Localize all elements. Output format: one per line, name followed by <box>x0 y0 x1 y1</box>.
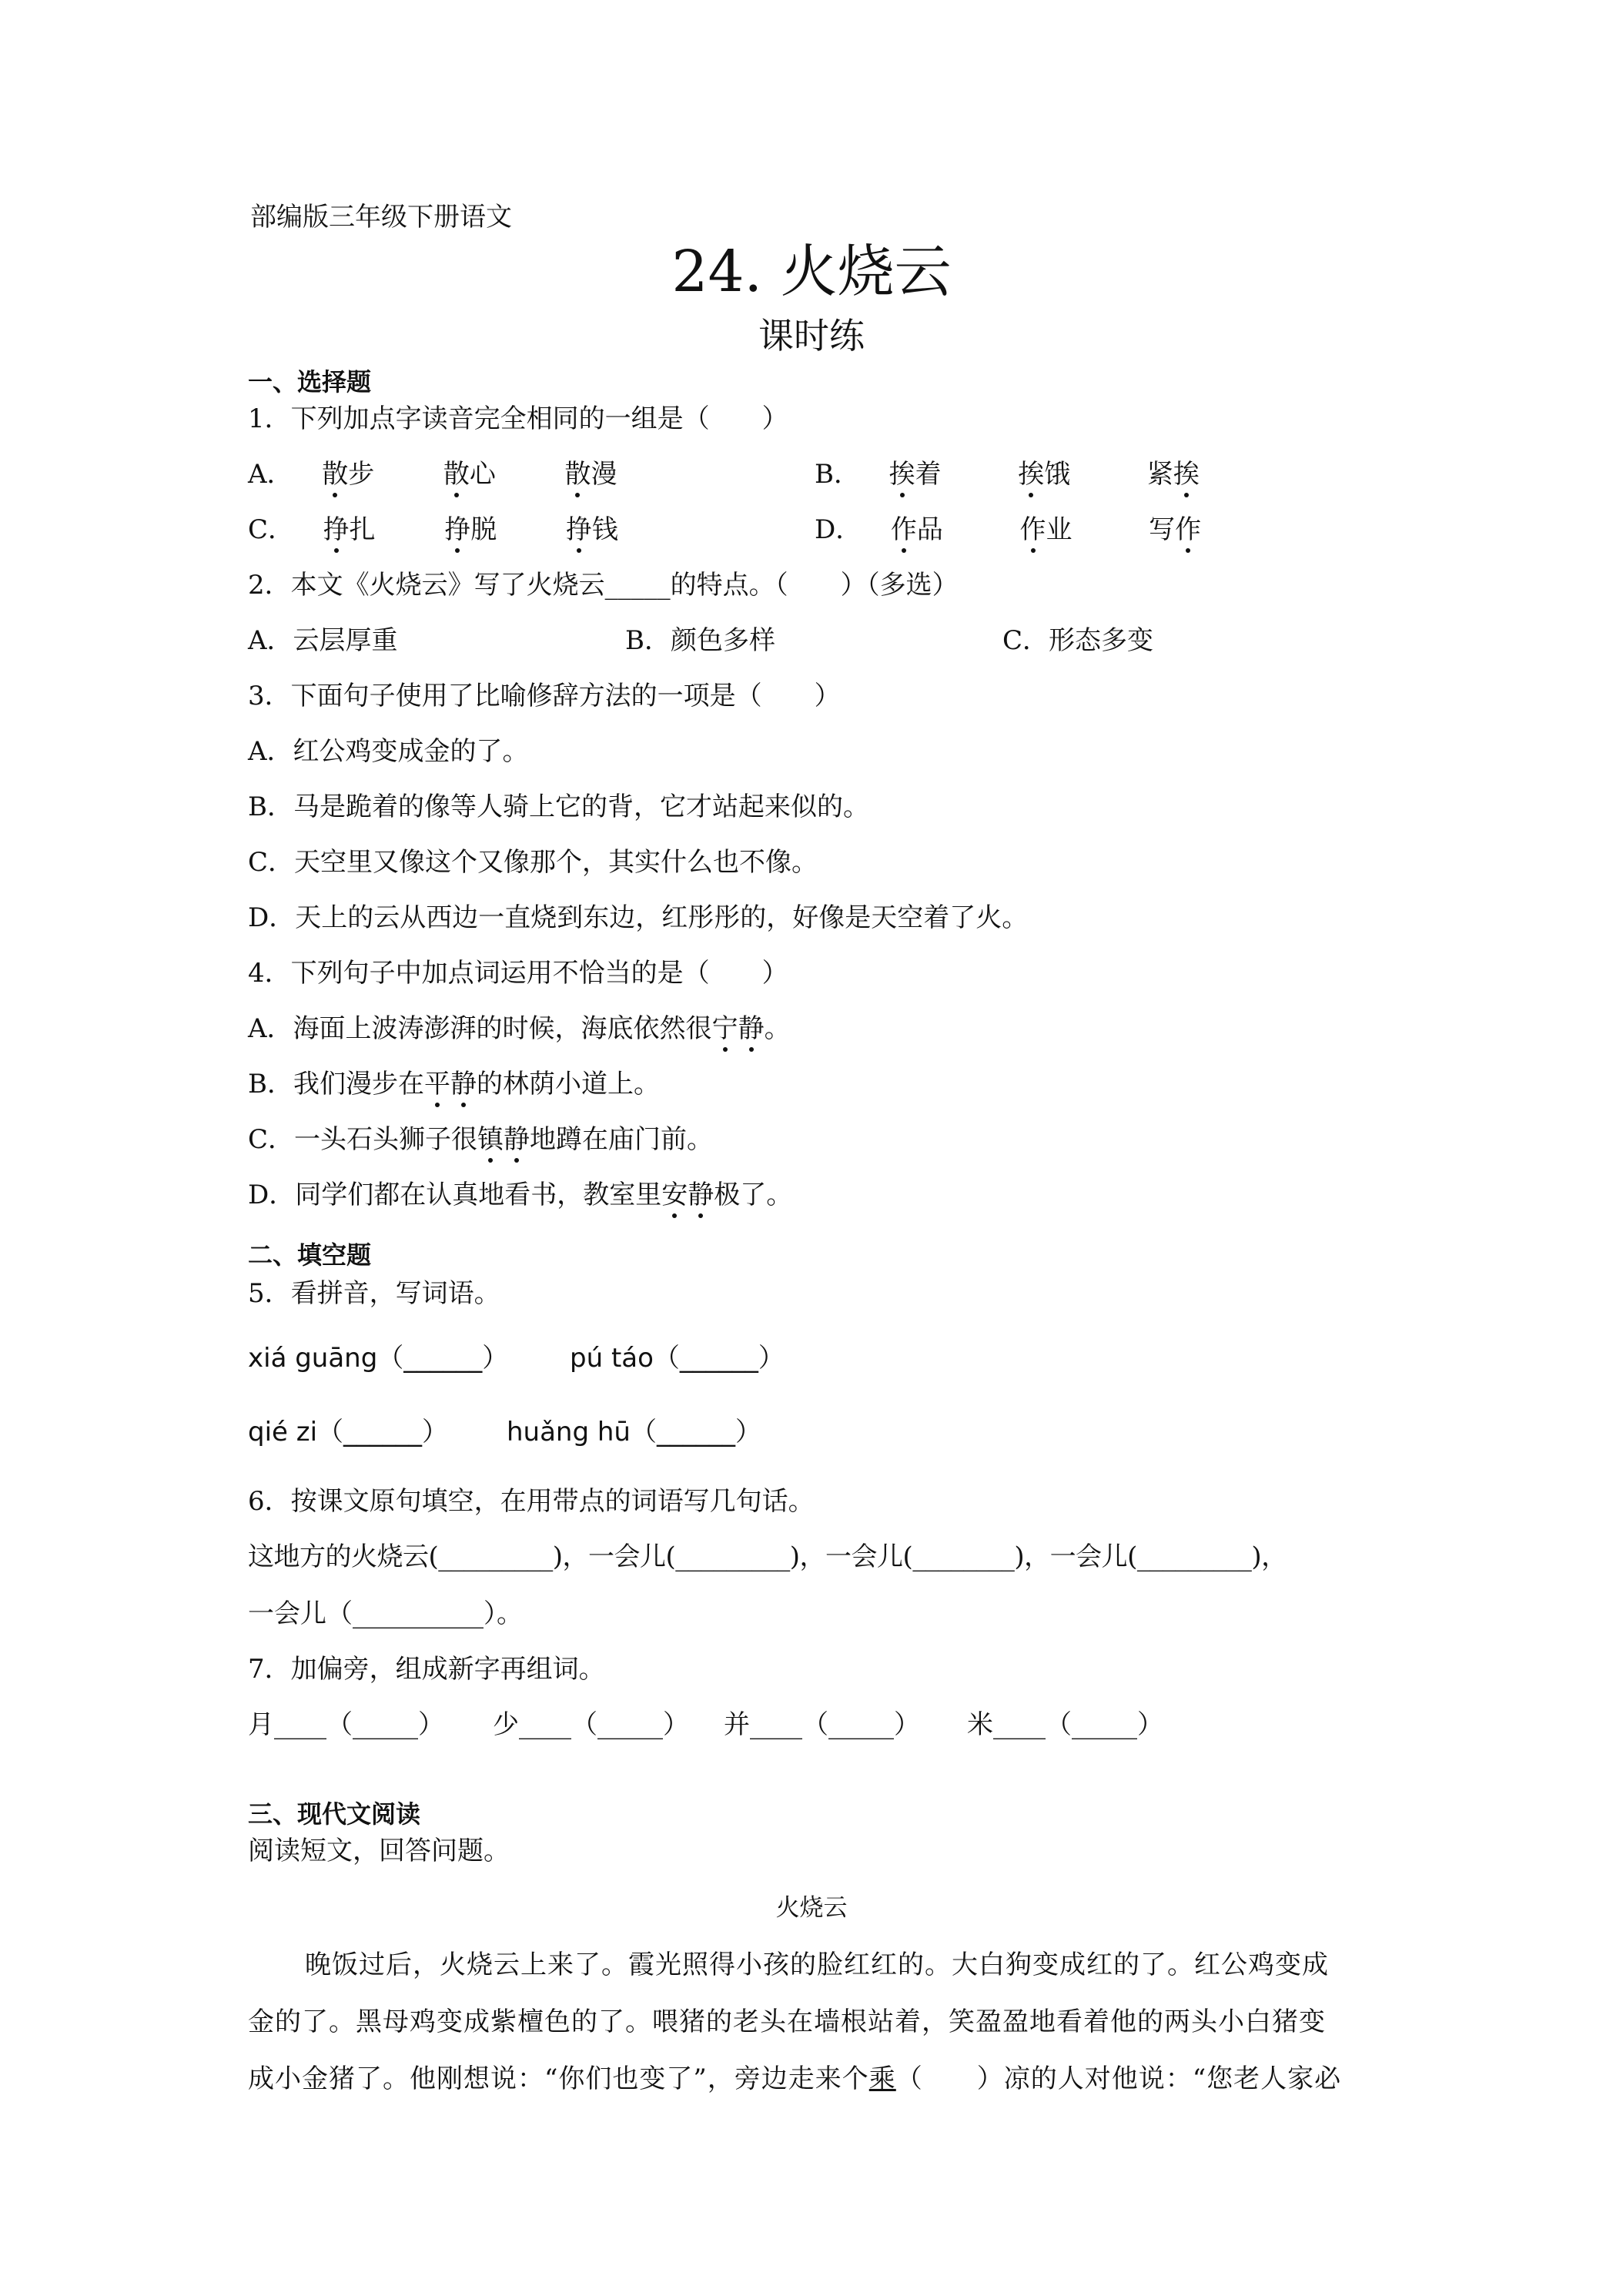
q1-d-word1-char1: 作 <box>890 514 917 545</box>
series-label: 部编版三年级下册语文 <box>250 202 512 233</box>
q4-c-text: C．一头石头狮子很 <box>248 1124 478 1155</box>
passage-line-3-start: 成小金猪了。他刚想说：“你们也变了”，旁边走来个 <box>248 2063 869 2094</box>
section-heading-reading: 三、现代文阅读 <box>248 1799 421 1829</box>
q5-item-1[interactable]: xiá guāng（______） <box>248 1343 509 1374</box>
q4-d-text: D．同学们都在认真地看书，教室里 <box>248 1180 662 1210</box>
question-4-stem: 4．下列句子中加点词运用不恰当的是（ ） <box>248 958 788 989</box>
q7-item-3[interactable]: 并____（_____） <box>724 1709 920 1740</box>
q2-option-b[interactable]: B．颜色多样 <box>625 625 775 656</box>
q2-option-a[interactable]: A．云层厚重 <box>248 625 398 656</box>
q1-a-word3-char1: 散 <box>564 459 591 490</box>
q1-c-word2-char2: 脱 <box>470 514 497 545</box>
q1-c-word3-char2: 钱 <box>591 514 618 545</box>
q1-option-c[interactable] <box>248 514 618 545</box>
section-heading-fill: 二、填空题 <box>248 1240 372 1270</box>
q1-b-word3-char2: 挨 <box>1173 459 1200 490</box>
q1-a-word1-char1: 散 <box>322 459 349 490</box>
q3-option-a[interactable]: A．红公鸡变成金的了。 <box>248 736 529 767</box>
q1-b-label: B． <box>815 459 860 490</box>
q3-option-c[interactable]: C．天空里又像这个又像那个，其实什么也不像。 <box>248 847 818 878</box>
section-heading-choice: 一、选择题 <box>248 367 372 397</box>
q4-b-text: B．我们漫步在 <box>248 1069 424 1099</box>
q1-b-word2-char2: 饿 <box>1044 459 1071 490</box>
passage-line-3 <box>248 2063 1341 2094</box>
q1-b-word1-char2: 着 <box>915 459 942 490</box>
q1-d-word3-char1: 写 <box>1149 514 1176 545</box>
q3-option-d[interactable]: D．天上的云从西边一直烧到东边，红彤彤的，好像是天空着了火。 <box>248 902 1029 933</box>
question-6-stem: 6．按课文原句填空，在用带点的词语写几句话。 <box>248 1486 815 1517</box>
q7-item-1[interactable]: 月____（_____） <box>248 1709 444 1740</box>
q4-c-end: 地蹲在庙门前。 <box>530 1124 714 1155</box>
passage-line-2: 金的了。黑母鸡变成紫檀色的了。喂猪的老头在墙根站着，笑盈盈地看着他的两头小白猪变 <box>248 2006 1326 2037</box>
q1-c-word3-char1: 挣 <box>565 514 592 545</box>
q1-option-d[interactable] <box>815 514 1201 545</box>
q1-c-word2-char1: 挣 <box>444 514 471 545</box>
q1-c-word1-char2: 扎 <box>349 514 376 545</box>
q1-d-word1-char2: 品 <box>916 514 943 545</box>
q4-option-c[interactable] <box>248 1124 713 1155</box>
q4-d-dot-char2: 静 <box>688 1180 714 1210</box>
q1-a-word3-char2: 漫 <box>591 459 617 490</box>
q5-item-3[interactable]: qié zi（______） <box>248 1417 449 1448</box>
q4-option-d[interactable] <box>248 1180 792 1210</box>
q4-c-dot-char2: 静 <box>504 1124 530 1155</box>
q4-b-dot-char1: 平 <box>424 1069 450 1099</box>
reading-instruction: 阅读短文，回答问题。 <box>248 1836 510 1866</box>
q1-option-a[interactable] <box>248 459 617 490</box>
q7-item-4[interactable]: 米____（_____） <box>967 1709 1163 1740</box>
q4-option-b[interactable] <box>248 1069 660 1099</box>
q6-fill-line-1[interactable]: 这地方的火烧云(_________)，一会儿(_________)，一会儿(________)，一会儿(_________)， <box>248 1541 1287 1572</box>
page-title: 24. 火烧云 <box>671 239 952 305</box>
q1-d-label: D． <box>815 514 862 545</box>
q6-fill-line-2[interactable]: 一会儿（__________）。 <box>248 1598 523 1629</box>
q4-d-dot-char1: 安 <box>661 1180 688 1210</box>
q4-a-dot-char2: 静 <box>738 1013 765 1044</box>
question-7-stem: 7．加偏旁，组成新字再组词。 <box>248 1654 605 1685</box>
question-1-stem: 1．下列加点字读音完全相同的一组是（ ） <box>248 403 788 434</box>
question-5-stem: 5．看拼音，写词语。 <box>248 1278 500 1309</box>
passage-line-3-end[interactable]: （ ）凉的人对他说：“您老人家必 <box>895 2063 1342 2094</box>
q4-b-dot-char2: 静 <box>450 1069 477 1099</box>
q7-item-2[interactable]: 少____（_____） <box>493 1709 689 1740</box>
q1-d-word2-char2: 业 <box>1046 514 1073 545</box>
question-2-stem: 2．本文《火烧云》写了火烧云_____的特点。（ ）（多选） <box>248 570 959 601</box>
q5-item-4[interactable]: huǎng hū（______） <box>507 1417 761 1448</box>
q1-a-word2-char2: 心 <box>469 459 496 490</box>
q2-option-c[interactable]: C．形态多变 <box>1002 625 1154 656</box>
q4-b-end: 的林荫小道上。 <box>477 1069 660 1099</box>
q4-a-dot-char1: 宁 <box>711 1013 738 1044</box>
q1-d-word2-char1: 作 <box>1019 514 1046 545</box>
q4-a-end: 。 <box>764 1013 791 1044</box>
question-3-stem: 3．下面句子使用了比喻修辞方法的一项是（ ） <box>248 681 841 711</box>
q4-a-text: A．海面上波涛澎湃的时候，海底依然很 <box>248 1013 712 1044</box>
passage-title: 火烧云 <box>775 1894 848 1922</box>
q1-b-word1-char1: 挨 <box>888 459 915 490</box>
page-subtitle: 课时练 <box>758 315 865 356</box>
q4-d-end: 极了。 <box>714 1180 793 1210</box>
q1-a-label: A． <box>248 459 293 490</box>
q4-c-dot-char1: 镇 <box>477 1124 504 1155</box>
passage-line-1: 晚饭过后，火烧云上来了。霞光照得小孩的脸红红的。大白狗变成红的了。红公鸡变成 <box>305 1950 1329 1980</box>
q4-option-a[interactable] <box>248 1013 791 1044</box>
q1-c-label: C． <box>248 514 295 545</box>
q1-a-word1-char2: 步 <box>348 459 375 490</box>
q1-b-word2-char1: 挨 <box>1018 459 1045 490</box>
q1-b-word3-char1: 紧 <box>1146 459 1173 490</box>
underlined-char: 乘 <box>868 2063 896 2094</box>
q1-option-b[interactable] <box>815 459 1200 490</box>
q1-d-word3-char2: 作 <box>1175 514 1202 545</box>
q5-item-2[interactable]: pú táo（______） <box>570 1343 785 1374</box>
q3-option-b[interactable]: B．马是跪着的像等人骑上它的背，它才站起来似的。 <box>248 792 869 822</box>
q1-c-word1-char1: 挣 <box>323 514 350 545</box>
q1-a-word2-char1: 散 <box>443 459 470 490</box>
